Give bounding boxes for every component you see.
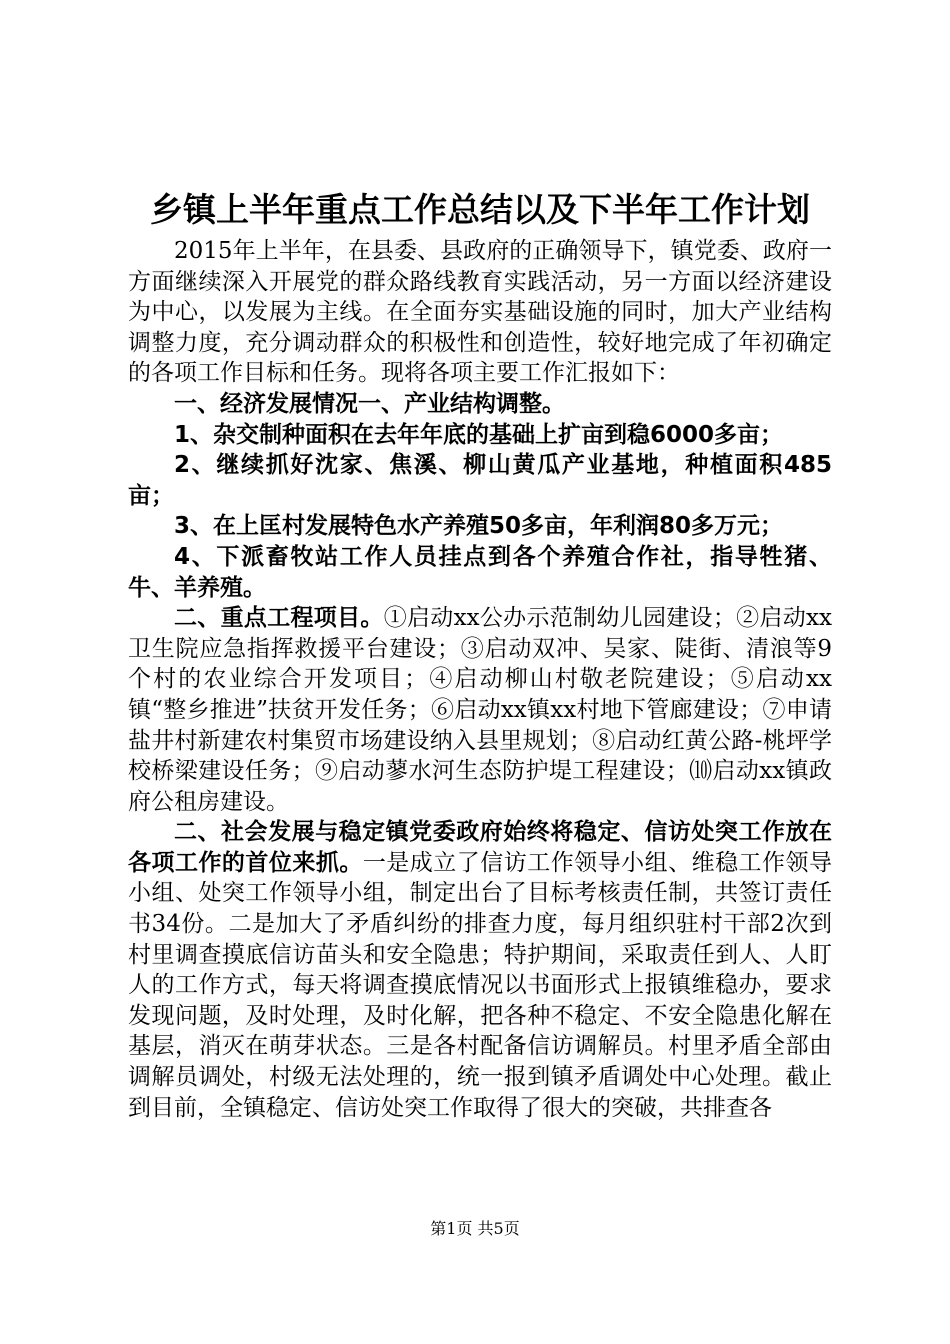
document-page [128,186,832,1123]
section2-paragraph [128,603,832,817]
section3-heading: 二、社会发展与稳定镇党委政府始终将稳定、信访处突工作放在各项工作的首位来抓。 [128,819,832,876]
section3-body: 一是成立了信访工作领导小组、维稳工作领导小组、处突工作领导小组，制定出台了目标考核责任制，共签订责任书34份。二是加大了矛盾纠纷的排查力度，每月组织驻村干部2次到村里调查摸底信访苗头和安全隐患；特护期间，采取责任到人、人盯人的工作方式，每天将调查摸底情况以书面形式上报镇维稳办，要求发现问题，及时处理，及时化解，把各种不稳定、不安全隐患化解在基层，消灭在萌芽状态。三是各村配备信访调解员。村里矛盾全部由调解员调处，村级无法处理的，统一报到镇矛盾调处中心处理。截止到目前，全镇稳定、信访处突工作取得了很大的突破，共排查各 [128,849,833,1121]
list-item: 3、在上匡村发展特色水产养殖50多亩，年利润80多万元； [174,513,784,540]
document-title: 乡镇上半年重点工作总结以及下半年工作计划 [150,190,810,229]
list-item: 4、下派畜牧站工作人员挂点到各个养殖合作社，指导牲猪、牛、羊养殖。 [128,543,832,601]
list-item: 2、继续抓好沈家、焦溪、柳山黄瓜产业基地，种植面积485亩； [128,452,832,509]
section2-body: ①启动xx公办示范制幼儿园建设；②启动xx卫生院应急指挥救援平台建设；③启动双冲、吴家、陡街、清浪等9个村的农业综合开发项目；④启动柳山村敬老院建设；⑤启动xx镇“整乡推进”扶贫开发任务；⑥启动xx镇xx村地下管廊建设；⑦申请盐井村新建农村集贸市场建设纳入县里规划；⑧启动红黄公路-桃坪学校桥梁建设任务；⑨启动蓼水河生态防护堤工程建设；⑽启动xx镇政府公租房建设。 [128,605,832,815]
section3-paragraph [128,817,832,1123]
intro-paragraph: 2015年上半年，在县委、县政府的正确领导下，镇党委、政府一方面继续深入开展党的群众路线教育实践活动，另一方面以经济建设为中心，以发展为主线。在全面夯实基础设施的同时，加大产业结构调整力度，充分调动群众的积极性和创造性，较好地完成了年初确定的各项工作目标和任务。现将各项主要工作汇报如下： [128,238,832,387]
section2-heading: 二、重点工程项目。 [174,605,384,632]
section1-heading: 一、经济发展情况一、产业结构调整。 [174,390,565,417]
list-item: 1、杂交制种面积在去年年底的基础上扩亩到稳6000多亩； [174,421,784,448]
page-number: 第1页 共5页 [430,1219,520,1238]
